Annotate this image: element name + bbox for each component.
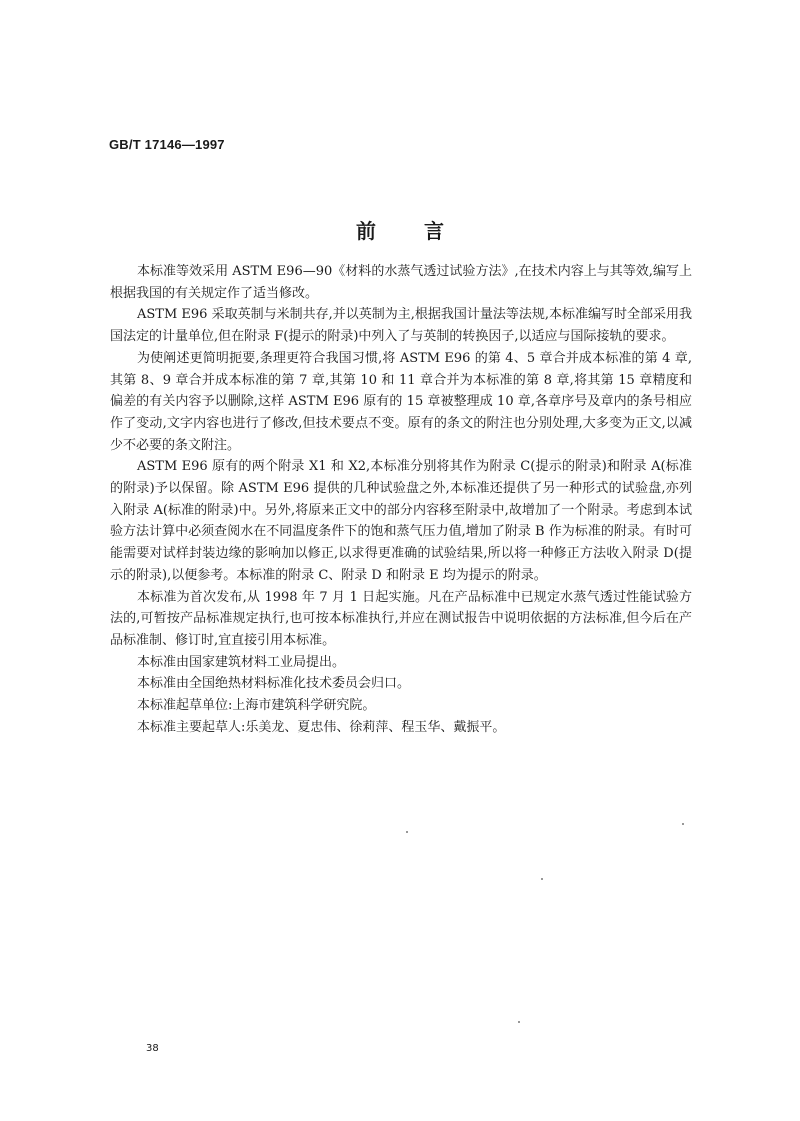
page-number: 38	[146, 1043, 159, 1054]
paragraph-appendices: ASTM E96 原有的两个附录 X1 和 X2,本标准分别将其作为附录 C(提示的附录)和附录 A(标准的附录)予以保留。除 ASTM E96 提供的几种试验盘之外,本标准还提供了另一种形式的试验盘,亦列入附录 A(标准的附录)中。另外,将原来正文中的部分内容移至附录中,故增加了一个附录。考虑到本试验方法计算中必须查阅水在不同温度条件下的饱和蒸气压力值,增加了附录 B 作为标准的附录。有时可能需要对试样封装边缘的影响加以修正,以求得更准确的试验结果,所以将一种修正方法收入附录 D(提示的附录),以便参考。本标准的附录 C、附录 D 和附录 E 均为提示的附录。	[110, 459, 692, 583]
scan-speck	[541, 878, 543, 880]
paragraph-implementation: 本标准为首次发布,从 1998 年 7 月 1 日起实施。凡在产品标准中已规定水蒸气透过性能试验方法的,可暂按产品标准规定执行,也可按本标准执行,并应在测试报告中说明依据的方法标准,但今后在产品标准制、修订时,宜直接引用本标准。	[110, 589, 692, 648]
paragraph-drafters: 本标准主要起草人:乐美龙、夏忠伟、徐莉萍、程玉华、戴振平。	[137, 719, 506, 735]
standard-code: GB/T 17146—1997	[109, 137, 225, 152]
paragraph-chapters: 为使阐述更简明扼要,条理更符合我国习惯,将 ASTM E96 的第 4、5 章合并成本标准的第 4 章,其第 8、9 章合并成本标准的第 7 章,其第 10 和 11 章合并为本标准的第 8 章,将其第 15 章精度和偏差的有关内容予以删除,这样 ASTM E96 原有的 15 章被整理成 10 章,各章序号及章内的条号相应作了变动,文字内容也进行了修改,但技术要点不变。原有的条文的附注也分别处理,大多变为正文,以减少不必要的条文附注。	[110, 350, 692, 453]
paragraph-committee: 本标准由全国绝热材料标准化技术委员会归口。	[137, 676, 411, 692]
scan-speck	[406, 831, 408, 833]
paragraph-equivalence: 本标准等效采用 ASTM E96—90《材料的水蒸气透过试验方法》,在技术内容上与其等效,编写上根据我国的有关规定作了适当修改。	[110, 264, 692, 301]
paragraph-drafting-unit: 本标准起草单位:上海市建筑科学研究院。	[137, 698, 376, 714]
paragraph-units: ASTM E96 采取英制与米制共存,并以英制为主,根据我国计量法等法规,本标准编写时全部采用我国法定的计量单位,但在附录 F(提示的附录)中列入了与英制的转换因子,以适应与国际接轨的要求。	[110, 307, 692, 345]
paragraph-proposer: 本标准由国家建筑材料工业局提出。	[137, 654, 346, 670]
scan-speck	[518, 1021, 520, 1023]
page-title: 前言	[356, 219, 492, 243]
foreword-body	[110, 261, 692, 738]
scan-speck	[682, 823, 684, 825]
